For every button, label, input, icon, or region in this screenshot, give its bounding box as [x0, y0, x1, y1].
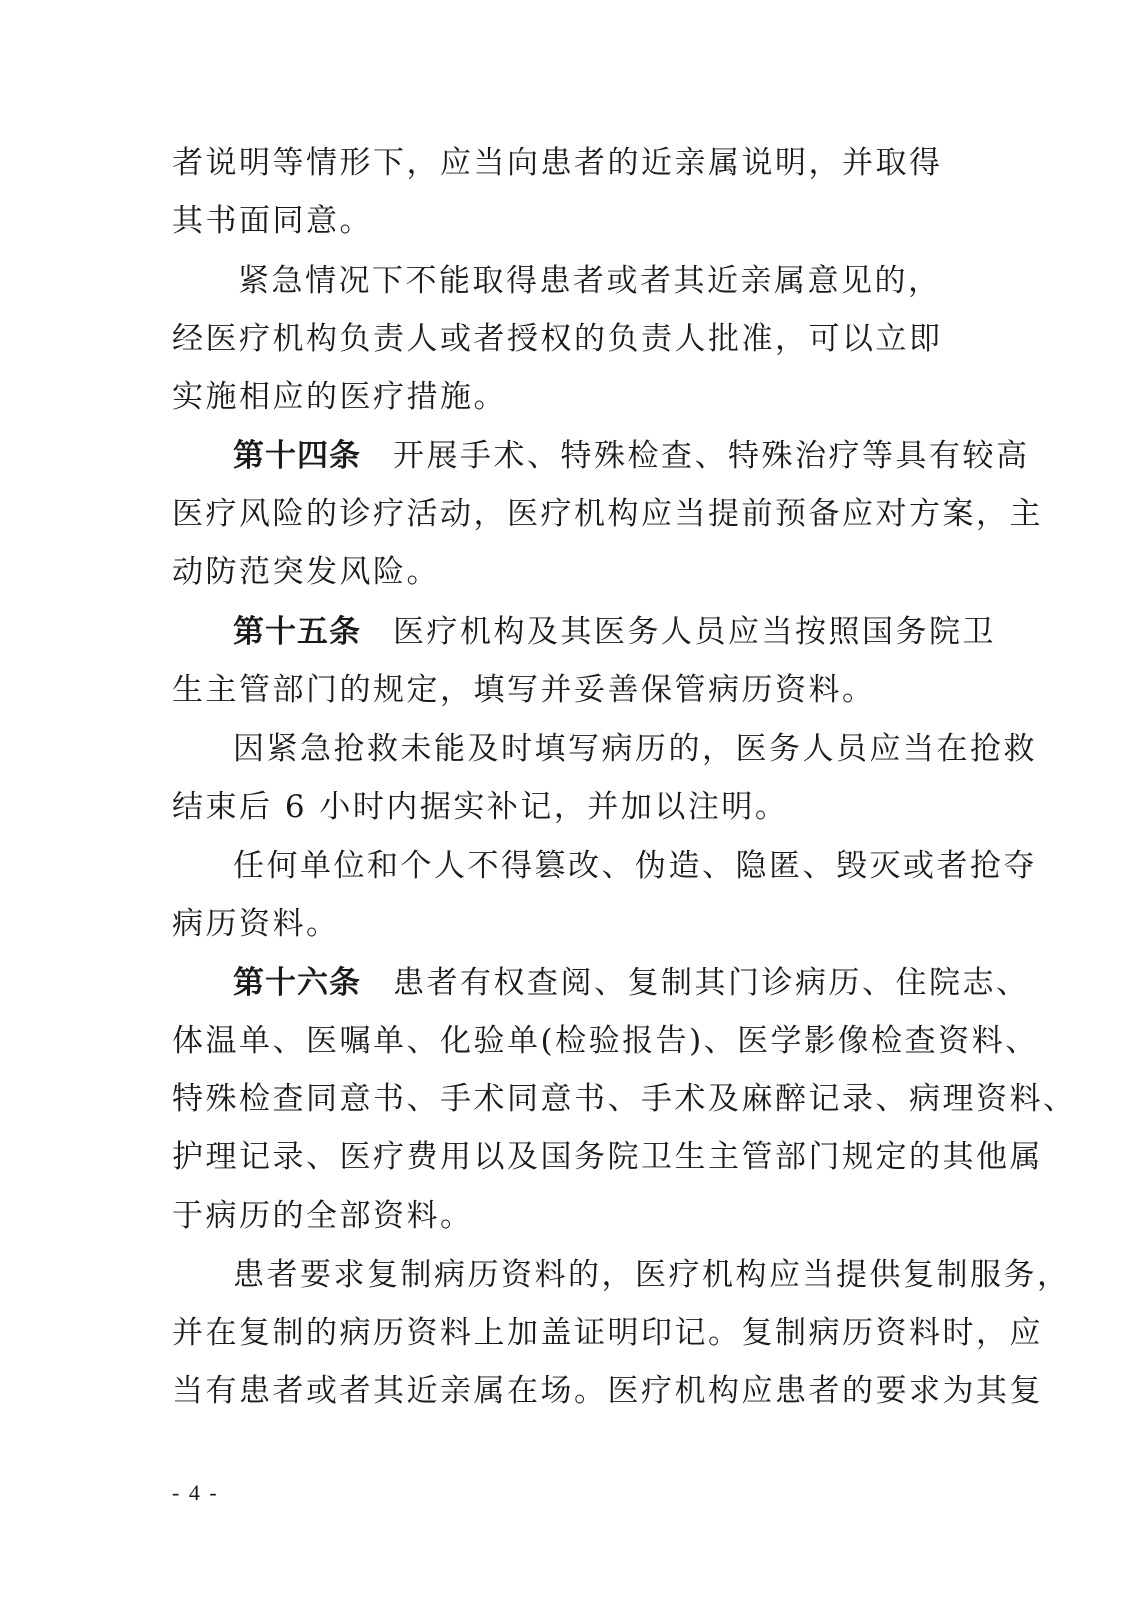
- text-line: 其书面同意。: [172, 203, 373, 239]
- text-line: 并在复制的病历资料上加盖证明印记。复制病历资料时，应: [172, 1315, 1043, 1351]
- text-line: 当有患者或者其近亲属在场。医疗机构应患者的要求为其复: [172, 1373, 1043, 1409]
- text-line: 结束后 6 小时内据实补记，并加以注明。: [172, 789, 789, 825]
- text-span: 患者有权查阅、复制其门诊病历、住院志、: [393, 965, 1030, 1001]
- text-line: 病历资料。: [172, 906, 340, 942]
- article-title: 第十五条: [233, 614, 361, 650]
- text-line: 生主管部门的规定，填写并妥善保管病历资料。: [172, 672, 876, 708]
- text-line: 动防范突发风险。: [172, 554, 440, 590]
- article-title: 第十四条: [233, 438, 361, 474]
- text-line: 护理记录、医疗费用以及国务院卫生主管部门规定的其他属: [172, 1139, 1043, 1175]
- text-line: 经医疗机构负责人或者授权的负责人批准，可以立即: [172, 321, 943, 357]
- article-16-first-line: [233, 963, 1030, 1003]
- text-line: 特殊检查同意书、手术同意书、手术及麻醉记录、病理资料、: [172, 1081, 1077, 1117]
- text-line: 医疗风险的诊疗活动，医疗机构应当提前预备应对方案，主: [172, 496, 1043, 532]
- text-line: 患者要求复制病历资料的，医疗机构应当提供复制服务，: [233, 1257, 1071, 1293]
- article-14-first-line: [233, 436, 1030, 476]
- text-line: 任何单位和个人不得篡改、伪造、隐匿、毁灭或者抢夺: [233, 848, 1037, 884]
- article-15-first-line: [233, 612, 996, 652]
- text-line: 体温单、医嘱单、化验单(检验报告)、医学影像检查资料、: [172, 1023, 1039, 1059]
- article-title: 第十六条: [233, 965, 361, 1001]
- page-number: - 4 -: [172, 1480, 219, 1505]
- text-line: 紧急情况下不能取得患者或者其近亲属意见的，: [238, 263, 942, 299]
- text-span: 开展手术、特殊检查、特殊治疗等具有较高: [393, 438, 1030, 474]
- text-line: 于病历的全部资料。: [172, 1198, 474, 1234]
- text-line: 者说明等情形下，应当向患者的近亲属说明，并取得: [172, 145, 943, 181]
- text-line: 因紧急抢救未能及时填写病历的，医务人员应当在抢救: [233, 731, 1037, 767]
- text-span: 医疗机构及其医务人员应当按照国务院卫: [393, 614, 996, 650]
- text-line: 实施相应的医疗措施。: [172, 379, 507, 415]
